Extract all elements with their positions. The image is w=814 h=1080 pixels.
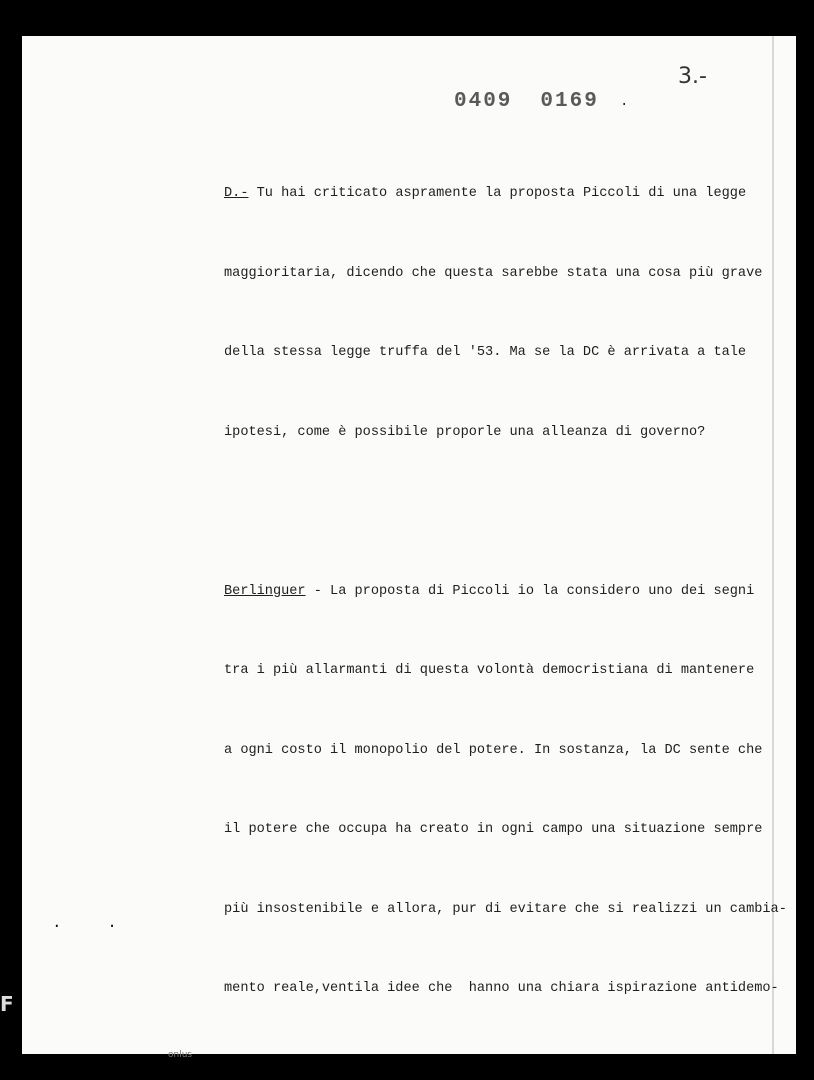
dot-mark: .: [620, 94, 629, 110]
answer-1-first-line: Berlinguer - La proposta di Piccoli io la considero uno dei segni: [224, 583, 755, 599]
margin-dots: · ·: [52, 917, 135, 935]
text-line: tra i più allarmanti di questa volontà democristiana di mantenere: [224, 663, 755, 678]
text-line: ipotesi, come è possibile proporle una alleanza di governo?: [224, 424, 706, 440]
page-number-part1: 0409: [454, 90, 513, 113]
speaker-label: D.-: [224, 186, 249, 201]
document-text: [224, 128, 787, 1054]
text-line: maggioritaria, dicendo che questa sarebbe stata una cosa più grave: [224, 265, 763, 281]
text-line: mento reale,ventila idee che hanno una chiara ispirazione antidemo-: [224, 981, 779, 996]
text-line: più insostenibile e allora, pur di evitare che si realizzi un cambia-: [224, 901, 787, 917]
page-number: [454, 90, 627, 113]
speaker-label: Berlinguer: [224, 583, 306, 599]
text-line: il potere che occupa ha creato in ogni campo una situazione sempre: [224, 822, 763, 837]
page-number-part2: 0169: [540, 90, 599, 113]
watermark-logo-icon: F: [0, 992, 14, 1016]
question-1-first-line: D.- Tu hai criticato aspramente la proposta Piccoli di una legge: [224, 186, 747, 201]
document-page: [22, 36, 796, 1054]
text-line: a ogni costo il monopolio del potere. In sostanza, la DC sente che: [224, 742, 763, 758]
corner-page-mark: 3.-: [678, 64, 707, 89]
text-line: della stessa legge truffa del '53. Ma se la DC è arrivata a tale: [224, 345, 747, 360]
footer-label: onlus: [168, 1050, 193, 1060]
